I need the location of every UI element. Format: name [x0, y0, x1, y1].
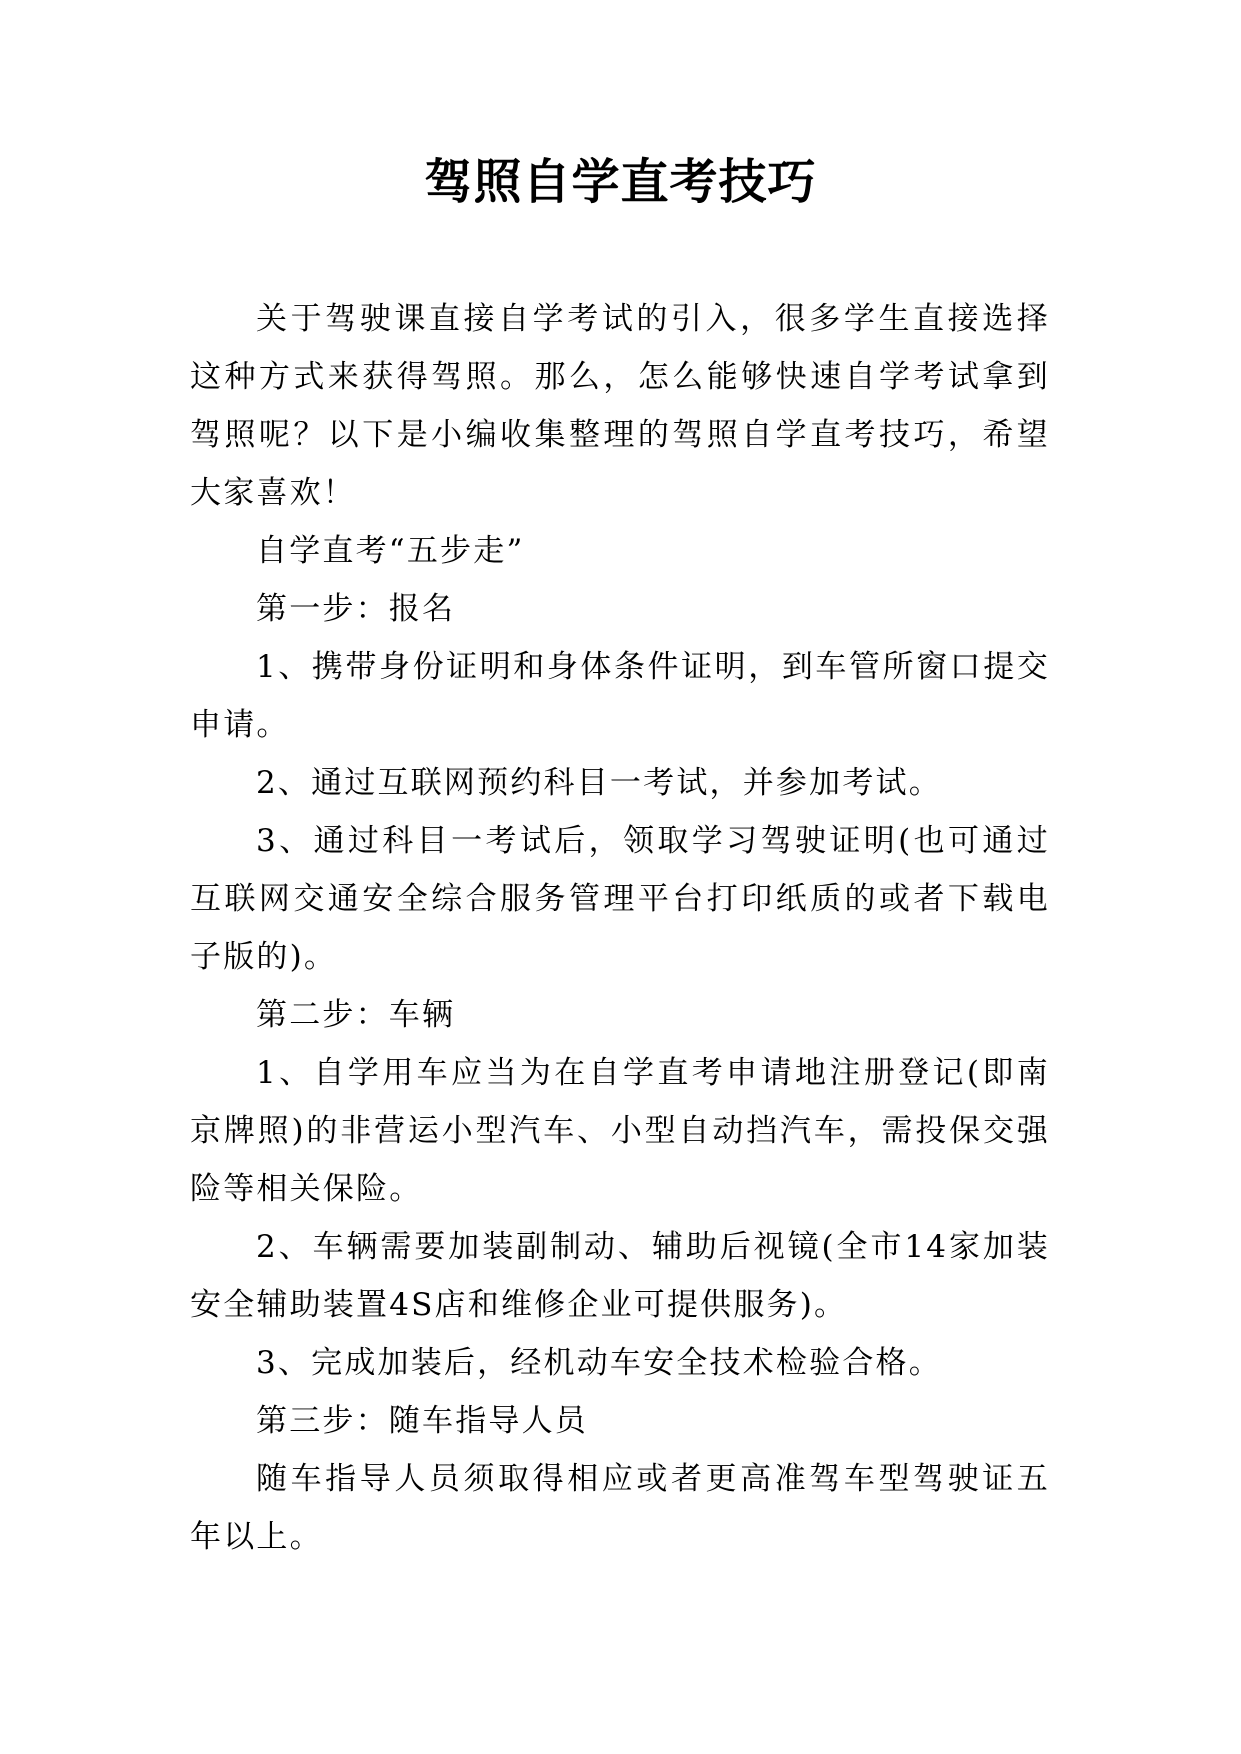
- step-heading-vehicle: 第二步：车辆: [256, 997, 456, 1033]
- step2-item-3: 3、完成加装后，经机动车安全技术检验合格。: [256, 1345, 942, 1381]
- document-body: [190, 290, 1050, 1566]
- step2-item-1: 1、自学用车应当为在自学直考申请地注册登记(即南京牌照)的非营运小型汽车、小型自动挡汽车，需投保交强险等相关保险。: [190, 1055, 1050, 1207]
- step-heading-registration: 第一步：报名: [256, 591, 456, 627]
- document-title: 驾照自学直考技巧: [424, 154, 817, 210]
- step1-item-1: 1、携带身份证明和身体条件证明，到车管所窗口提交申请。: [190, 649, 1050, 743]
- intro-paragraph: 关于驾驶课直接自学考试的引入，很多学生直接选择这种方式来获得驾照。那么，怎么能够快速自学考试拿到驾照呢？以下是小编收集整理的驾照自学直考技巧，希望大家喜欢！: [190, 301, 1050, 511]
- step1-item-2: 2、通过互联网预约科目一考试，并参加考试。: [256, 765, 942, 801]
- section-heading-five-steps: 自学直考“五步走”: [256, 533, 525, 569]
- step2-item-2: 2、车辆需要加装副制动、辅助后视镜(全市14家加装安全辅助装置4S店和维修企业可提供服务)。: [190, 1229, 1050, 1323]
- step1-item-3: 3、通过科目一考试后，领取学习驾驶证明(也可通过互联网交通安全综合服务管理平台打印纸质的或者下载电子版的)。: [190, 823, 1050, 975]
- step-heading-instructor: 第三步：随车指导人员: [256, 1403, 588, 1439]
- step3-paragraph: 随车指导人员须取得相应或者更高准驾车型驾驶证五年以上。: [190, 1461, 1050, 1555]
